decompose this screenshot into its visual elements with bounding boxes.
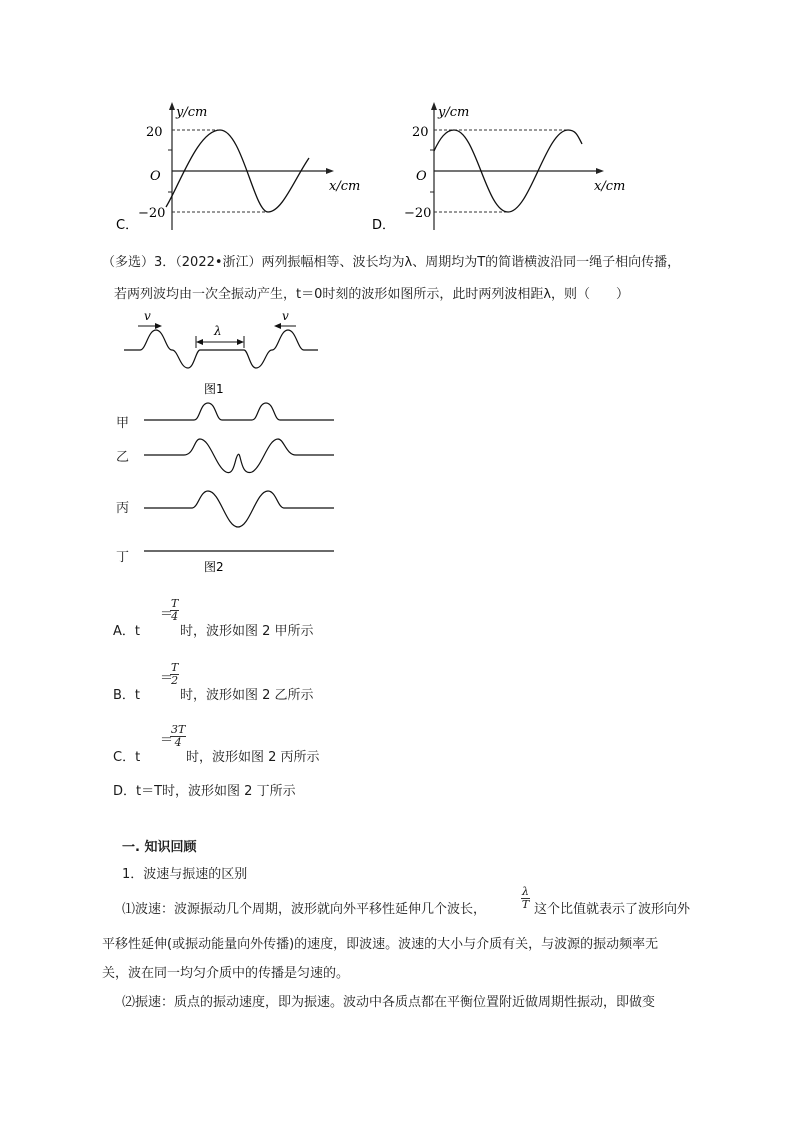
figure-1 bbox=[118, 308, 328, 398]
question-line-1: （多选）3．（2022•浙江）两列振幅相等、波长均为λ、周期均为T的简谐横波沿同一绳子相向传播， bbox=[102, 255, 681, 270]
graph-c bbox=[110, 100, 380, 235]
fraction-num: λ bbox=[522, 885, 529, 898]
y-tick-20: 20 bbox=[146, 125, 163, 140]
option-b-num: T bbox=[171, 661, 179, 674]
option-b-prefix: B．t bbox=[113, 688, 141, 703]
v-right-label: v bbox=[282, 309, 289, 323]
option-a-prefix: A．t bbox=[113, 624, 140, 639]
origin-label: O bbox=[150, 169, 161, 184]
figure1-caption: 图1 bbox=[204, 382, 224, 396]
lambda-over-t-fraction bbox=[521, 886, 530, 911]
option-c-num: 3T bbox=[171, 723, 186, 736]
option-b-eq: ＝ bbox=[160, 671, 174, 686]
lambda-label: λ bbox=[214, 324, 222, 338]
row-label-bing: 丙 bbox=[116, 501, 130, 516]
review-p1-line3: 关，波在同一均匀介质中的传播是匀速的。 bbox=[102, 966, 350, 981]
y-tick-20: 20 bbox=[412, 125, 429, 140]
option-a-den: 4 bbox=[171, 610, 179, 623]
option-c-den: 4 bbox=[174, 736, 182, 749]
review-subheading: 1．波速与振速的区别 bbox=[122, 867, 248, 882]
y-axis-label: y/cm bbox=[176, 105, 208, 120]
review-p1-end: 这个比值就表示了波形向外 bbox=[534, 902, 691, 917]
review-p2: ⑵振速：质点的振动速度，即为振速。波动中各质点都在平衡位置附近做周期性振动，即做变 bbox=[122, 995, 656, 1010]
review-heading: 一. 知识回顾 bbox=[122, 840, 197, 855]
option-a-num: T bbox=[171, 597, 179, 610]
option-label-d: D． bbox=[372, 218, 396, 233]
option-c-text: 时，波形如图 2 丙所示 bbox=[186, 750, 320, 765]
question-line-2: 若两列波均由一次全振动产生，t＝0时刻的波形如图所示，此时两列波相距λ，则（ ） bbox=[114, 287, 630, 302]
origin-label: O bbox=[416, 169, 427, 184]
option-c-eq: ＝ bbox=[160, 733, 174, 748]
x-axis-label: x/cm bbox=[594, 179, 626, 194]
figure-2 bbox=[140, 395, 340, 580]
review-p1-start: ⑴波速：波源振动几个周期，波形就向外平移性延伸几个波长， bbox=[122, 902, 487, 917]
x-axis-label: x/cm bbox=[329, 179, 361, 194]
figure2-caption: 图2 bbox=[204, 560, 224, 574]
row-label-ding: 丁 bbox=[116, 550, 130, 565]
review-p1-line2: 平移性延伸(或振动能量向外传播)的速度，即波速。波速的大小与介质有关，与波源的振动频率无 bbox=[102, 937, 659, 952]
option-b-text: 时，波形如图 2 乙所示 bbox=[180, 688, 314, 703]
graph-d bbox=[368, 100, 648, 235]
v-left-label: v bbox=[144, 309, 151, 323]
option-a-eq: ＝ bbox=[160, 607, 174, 622]
y-axis-label: y/cm bbox=[438, 105, 470, 120]
option-c-prefix: C．t bbox=[113, 750, 141, 765]
row-label-yi: 乙 bbox=[116, 450, 130, 465]
option-b-fraction bbox=[170, 662, 179, 687]
y-tick-neg20: −20 bbox=[138, 206, 166, 221]
option-a-text: 时，波形如图 2 甲所示 bbox=[180, 624, 314, 639]
option-a-fraction bbox=[170, 598, 179, 623]
option-b-den: 2 bbox=[171, 674, 179, 687]
row-label-jia: 甲 bbox=[116, 416, 130, 431]
option-d[interactable]: D．t＝T时，波形如图 2 丁所示 bbox=[113, 784, 296, 799]
option-label-c: C． bbox=[116, 218, 139, 233]
fraction-den: T bbox=[521, 898, 530, 911]
option-c-fraction bbox=[170, 724, 186, 749]
y-tick-neg20: −20 bbox=[404, 206, 432, 221]
